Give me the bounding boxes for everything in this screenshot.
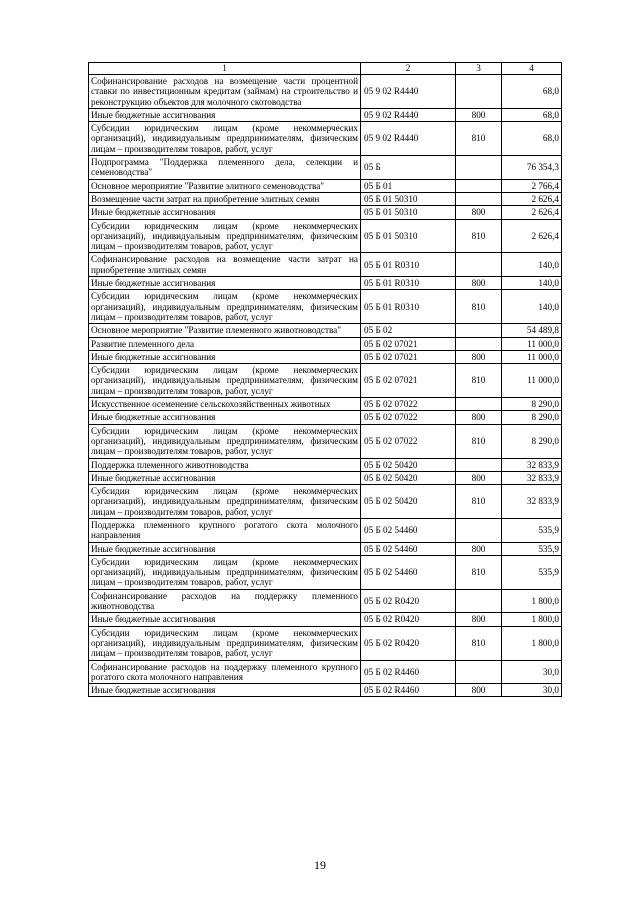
target-code-cell: 05 Б 01 50310	[361, 206, 456, 219]
amount-cell: 2 766,4	[502, 179, 562, 192]
target-code-cell: 05 Б 02 07021	[361, 364, 456, 398]
expense-type-cell: 800	[456, 350, 502, 363]
expense-type-cell: 810	[456, 364, 502, 398]
expense-type-cell	[456, 253, 502, 277]
table-row	[89, 518, 562, 542]
column-number-3: 3	[456, 63, 502, 75]
expense-name-cell: Субсидии юридическим лицам (кроме некоммерческих организаций), индивидуальным предпринимателям, физическим лицам – производителям товаров, работ, услуг	[89, 364, 361, 398]
expense-type-cell	[456, 518, 502, 542]
table-row	[89, 324, 562, 337]
expense-name-cell: Развитие племенного дела	[89, 337, 361, 350]
table-row	[89, 485, 562, 519]
amount-cell: 32 833,9	[502, 471, 562, 484]
table-row	[89, 364, 562, 398]
amount-cell: 68,0	[502, 122, 562, 156]
expense-type-cell: 810	[456, 485, 502, 519]
expense-name-cell: Иные бюджетные ассигнования	[89, 411, 361, 424]
expense-type-cell: 800	[456, 108, 502, 121]
target-code-cell: 05 Б 02	[361, 324, 456, 337]
target-code-cell: 05 Б 02 R0420	[361, 589, 456, 613]
table-row	[89, 253, 562, 277]
target-code-cell: 05 Б 02 R0420	[361, 613, 456, 626]
page-number: 19	[314, 858, 326, 872]
target-code-cell: 05 Б 02 07022	[361, 411, 456, 424]
target-code-cell: 05 Б 01	[361, 179, 456, 192]
expense-name-cell: Иные бюджетные ассигнования	[89, 108, 361, 121]
expense-type-cell	[456, 398, 502, 411]
target-code-cell: 05 Б	[361, 156, 456, 180]
expense-name-cell: Субсидии юридическим лицам (кроме некоммерческих организаций), индивидуальным предпринимателям, физическим лицам – производителям товаров, работ, услуг	[89, 424, 361, 458]
expense-name-cell: Иные бюджетные ассигнования	[89, 206, 361, 219]
amount-cell: 2 626,4	[502, 206, 562, 219]
expense-name-cell: Софинансирование расходов на возмещение части процентной ставки по инвестиционным кредитам (займам) на строительство и реконструкцию объектов для молочного скотоводства	[89, 75, 361, 109]
target-code-cell: 05 Б 02 50420	[361, 485, 456, 519]
table-row	[89, 542, 562, 555]
budget-table	[88, 62, 562, 697]
amount-cell: 1 800,0	[502, 626, 562, 660]
amount-cell: 2 626,4	[502, 219, 562, 253]
table-row	[89, 108, 562, 121]
table-row	[89, 424, 562, 458]
expense-type-cell: 800	[456, 542, 502, 555]
expense-name-cell: Иные бюджетные ассигнования	[89, 277, 361, 290]
target-code-cell: 05 Б 02 50420	[361, 471, 456, 484]
expense-type-cell: 810	[456, 122, 502, 156]
amount-cell: 54 489,8	[502, 324, 562, 337]
table-row	[89, 277, 562, 290]
table-row	[89, 458, 562, 471]
table-row	[89, 179, 562, 192]
expense-type-cell: 810	[456, 290, 502, 324]
expense-name-cell: Поддержка племенного животноводства	[89, 458, 361, 471]
amount-cell: 68,0	[502, 108, 562, 121]
expense-type-cell: 810	[456, 219, 502, 253]
expense-name-cell: Основное мероприятие "Развитие племенного животноводства"	[89, 324, 361, 337]
amount-cell: 8 290,0	[502, 411, 562, 424]
target-code-cell: 05 Б 02 R4460	[361, 684, 456, 697]
target-code-cell: 05 Б 02 54460	[361, 542, 456, 555]
expense-name-cell: Иные бюджетные ассигнования	[89, 684, 361, 697]
target-code-cell: 05 Б 02 54460	[361, 518, 456, 542]
target-code-cell: 05 Б 01 R0310	[361, 277, 456, 290]
expense-name-cell: Субсидии юридическим лицам (кроме некоммерческих организаций), индивидуальным предпринимателям, физическим лицам – производителям товаров, работ, услуг	[89, 122, 361, 156]
expense-name-cell: Основное мероприятие "Развитие элитного семеноводства"	[89, 179, 361, 192]
expense-name-cell: Возмещение части затрат на приобретение элитных семян	[89, 192, 361, 205]
amount-cell: 2 626,4	[502, 192, 562, 205]
target-code-cell: 05 Б 01 R0310	[361, 290, 456, 324]
column-number-row	[89, 63, 562, 75]
target-code-cell: 05 Б 02 07022	[361, 398, 456, 411]
table-row	[89, 684, 562, 697]
expense-type-cell	[456, 660, 502, 684]
table-row	[89, 626, 562, 660]
table-row	[89, 555, 562, 589]
table-row	[89, 206, 562, 219]
target-code-cell: 05 Б 02 07022	[361, 424, 456, 458]
amount-cell: 11 000,0	[502, 364, 562, 398]
amount-cell: 30,0	[502, 660, 562, 684]
expense-name-cell: Субсидии юридическим лицам (кроме некоммерческих организаций), индивидуальным предпринимателям, физическим лицам – производителям товаров, работ, услуг	[89, 485, 361, 519]
expense-name-cell: Подпрограмма "Поддержка племенного дела, селекции и семеноводства"	[89, 156, 361, 180]
expense-name-cell: Субсидии юридическим лицам (кроме некоммерческих организаций), индивидуальным предпринимателям, физическим лицам – производителям товаров, работ, услуг	[89, 555, 361, 589]
table-row	[89, 156, 562, 180]
amount-cell: 535,9	[502, 518, 562, 542]
amount-cell: 140,0	[502, 253, 562, 277]
column-number-4: 4	[502, 63, 562, 75]
amount-cell: 535,9	[502, 542, 562, 555]
expense-type-cell: 810	[456, 555, 502, 589]
expense-type-cell: 800	[456, 471, 502, 484]
table-row	[89, 660, 562, 684]
amount-cell: 11 000,0	[502, 337, 562, 350]
amount-cell: 140,0	[502, 277, 562, 290]
amount-cell: 140,0	[502, 290, 562, 324]
expense-type-cell: 800	[456, 277, 502, 290]
amount-cell: 32 833,9	[502, 485, 562, 519]
target-code-cell: 05 9 02 R4440	[361, 75, 456, 109]
amount-cell: 68,0	[502, 75, 562, 109]
expense-name-cell: Иные бюджетные ассигнования	[89, 613, 361, 626]
expense-type-cell: 800	[456, 206, 502, 219]
expense-name-cell: Софинансирование расходов на возмещение части затрат на приобретение элитных семян	[89, 253, 361, 277]
amount-cell: 8 290,0	[502, 424, 562, 458]
expense-name-cell: Софинансирование расходов на поддержку племенного животноводства	[89, 589, 361, 613]
expense-name-cell: Иные бюджетные ассигнования	[89, 471, 361, 484]
table-row	[89, 398, 562, 411]
amount-cell: 8 290,0	[502, 398, 562, 411]
target-code-cell: 05 9 02 R4440	[361, 122, 456, 156]
expense-name-cell: Иные бюджетные ассигнования	[89, 350, 361, 363]
table-row	[89, 122, 562, 156]
expense-type-cell: 810	[456, 626, 502, 660]
expense-name-cell: Субсидии юридическим лицам (кроме некоммерческих организаций), индивидуальным предпринимателям, физическим лицам – производителям товаров, работ, услуг	[89, 626, 361, 660]
expense-name-cell: Искусственное осеменение сельскохозяйственных животных	[89, 398, 361, 411]
expense-type-cell: 810	[456, 424, 502, 458]
amount-cell: 76 354,3	[502, 156, 562, 180]
expense-name-cell: Поддержка племенного крупного рогатого скота молочного направления	[89, 518, 361, 542]
expense-name-cell: Софинансирование расходов на поддержку племенного крупного рогатого скота молочного направления	[89, 660, 361, 684]
target-code-cell: 05 Б 01 R0310	[361, 253, 456, 277]
table-row	[89, 350, 562, 363]
expense-type-cell: 800	[456, 411, 502, 424]
column-number-2: 2	[361, 63, 456, 75]
target-code-cell: 05 9 02 R4440	[361, 108, 456, 121]
amount-cell: 32 833,9	[502, 458, 562, 471]
expense-name-cell: Субсидии юридическим лицам (кроме некоммерческих организаций), индивидуальным предпринимателям, физическим лицам – производителям товаров, работ, услуг	[89, 219, 361, 253]
table-row	[89, 471, 562, 484]
target-code-cell: 05 Б 02 54460	[361, 555, 456, 589]
target-code-cell: 05 Б 02 50420	[361, 458, 456, 471]
expense-type-cell	[456, 179, 502, 192]
amount-cell: 535,9	[502, 555, 562, 589]
expense-type-cell: 800	[456, 613, 502, 626]
target-code-cell: 05 Б 02 R0420	[361, 626, 456, 660]
target-code-cell: 05 Б 01 50310	[361, 192, 456, 205]
target-code-cell: 05 Б 02 07021	[361, 350, 456, 363]
expense-name-cell: Иные бюджетные ассигнования	[89, 542, 361, 555]
expense-type-cell	[456, 324, 502, 337]
column-number-1: 1	[89, 63, 361, 75]
target-code-cell: 05 Б 01 50310	[361, 219, 456, 253]
table-row	[89, 290, 562, 324]
table-row	[89, 75, 562, 109]
amount-cell: 30,0	[502, 684, 562, 697]
expense-name-cell: Субсидии юридическим лицам (кроме некоммерческих организаций), индивидуальным предпринимателям, физическим лицам – производителям товаров, работ, услуг	[89, 290, 361, 324]
expense-type-cell	[456, 337, 502, 350]
table-row	[89, 589, 562, 613]
table-row	[89, 411, 562, 424]
table-row	[89, 337, 562, 350]
amount-cell: 1 800,0	[502, 589, 562, 613]
budget-table-body	[89, 63, 562, 697]
target-code-cell: 05 Б 02 07021	[361, 337, 456, 350]
expense-type-cell	[456, 156, 502, 180]
expense-type-cell	[456, 458, 502, 471]
table-row	[89, 219, 562, 253]
expense-type-cell	[456, 589, 502, 613]
table-row	[89, 192, 562, 205]
amount-cell: 1 800,0	[502, 613, 562, 626]
expense-type-cell: 800	[456, 684, 502, 697]
table-row	[89, 613, 562, 626]
amount-cell: 11 000,0	[502, 350, 562, 363]
target-code-cell: 05 Б 02 R4460	[361, 660, 456, 684]
expense-type-cell	[456, 192, 502, 205]
expense-type-cell	[456, 75, 502, 109]
